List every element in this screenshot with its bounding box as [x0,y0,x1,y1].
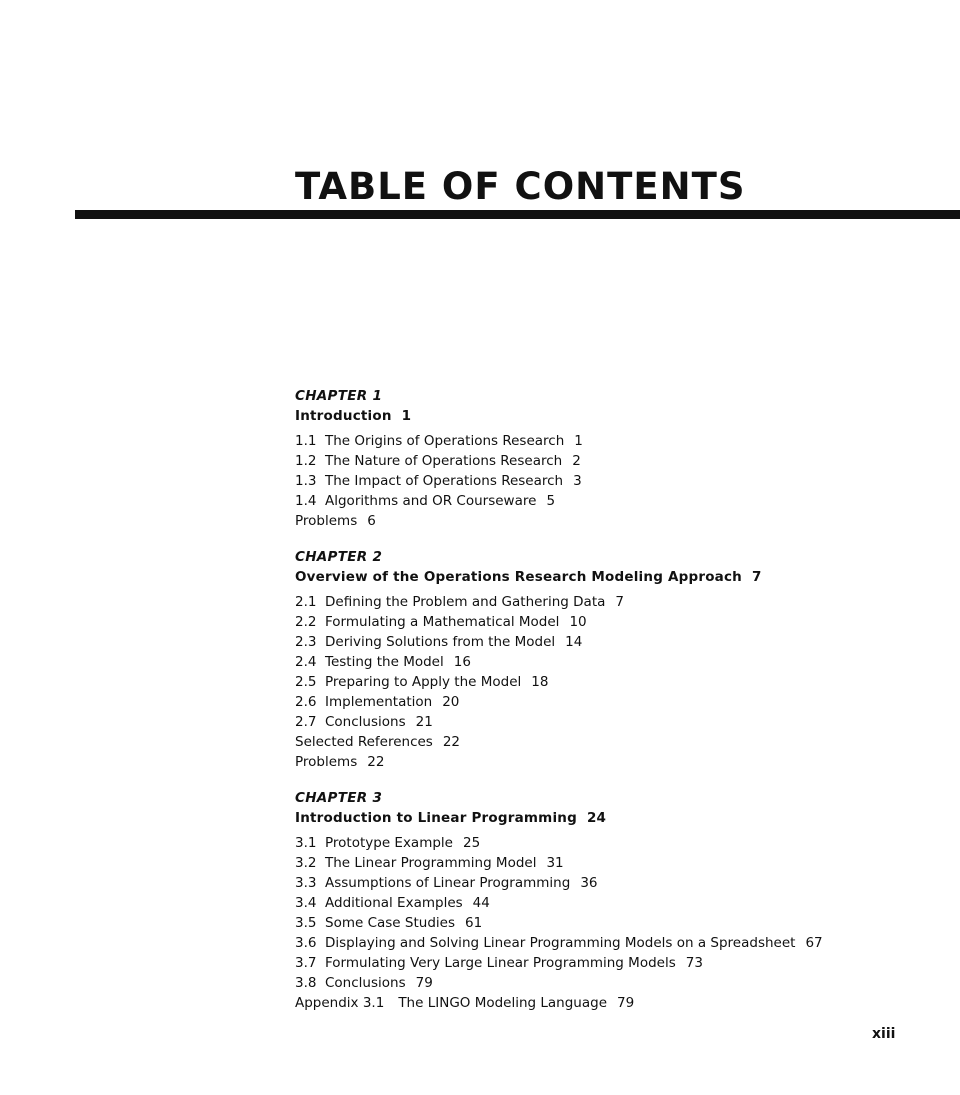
toc-entry[interactable]: Problems 6 [295,513,376,529]
chapter-label: CHAPTER 3 [295,790,383,806]
chapter-3 [295,788,915,1013]
toc-entry[interactable]: 1.2 The Nature of Operations Research 2 [295,453,581,469]
page-title: TABLE OF CONTENTS [295,165,746,208]
toc-entry[interactable]: 2.5 Preparing to Apply the Model 18 [295,674,549,690]
toc-entry[interactable]: 3.7 Formulating Very Large Linear Programming Models 73 [295,955,703,971]
toc-entry[interactable]: 2.2 Formulating a Mathematical Model 10 [295,614,587,630]
chapter-page: 7 [752,569,762,585]
chapter-label: CHAPTER 1 [295,388,383,404]
toc-entry[interactable]: Problems 22 [295,754,385,770]
toc-entry[interactable]: 2.7 Conclusions 21 [295,714,433,730]
chapter-label: CHAPTER 2 [295,549,383,565]
chapter-page: 1 [401,408,412,424]
toc-entry[interactable]: Selected References 22 [295,734,461,750]
toc-entry[interactable]: 2.3 Deriving Solutions from the Model 14 [295,634,583,650]
chapter-2 [295,547,915,772]
toc-entry[interactable]: 1.1 The Origins of Operations Research 1 [295,433,583,449]
toc-entry[interactable]: 1.4 Algorithms and OR Courseware 5 [295,493,556,509]
toc-entry[interactable]: 2.4 Testing the Model 16 [295,654,471,670]
toc-entry[interactable]: 2.1 Defining the Problem and Gathering Data 7 [295,594,624,610]
toc-entry[interactable]: 3.4 Additional Examples 44 [295,895,490,911]
chapter-title[interactable]: Introduction to Linear Programming 24 [295,810,607,826]
chapter-1 [295,386,915,531]
toc-entry[interactable]: 3.3 Assumptions of Linear Programming 36 [295,875,598,891]
title-rule [75,210,960,219]
toc-entry[interactable]: 2.6 Implementation 20 [295,694,460,710]
toc-entry-appendix[interactable]: Appendix 3.1 The LINGO Modeling Language 79 [295,995,635,1011]
toc-entry[interactable]: 1.3 The Impact of Operations Research 3 [295,473,582,489]
toc-list [295,386,915,1029]
toc-entry[interactable]: 3.2 The Linear Programming Model 31 [295,855,564,871]
chapter-page: 24 [586,810,607,826]
toc-entry[interactable]: 3.1 Prototype Example 25 [295,835,481,851]
toc-entry[interactable]: 3.8 Conclusions 79 [295,975,433,991]
chapter-title[interactable]: Introduction 1 [295,408,412,424]
chapter-title[interactable]: Overview of the Operations Research Modeling Approach 7 [295,569,762,585]
toc-entry[interactable]: 3.6 Displaying and Solving Linear Programming Models on a Spreadsheet 67 [295,935,823,951]
toc-entry[interactable]: 3.5 Some Case Studies 61 [295,915,483,931]
page-folio: xiii [872,1026,896,1042]
